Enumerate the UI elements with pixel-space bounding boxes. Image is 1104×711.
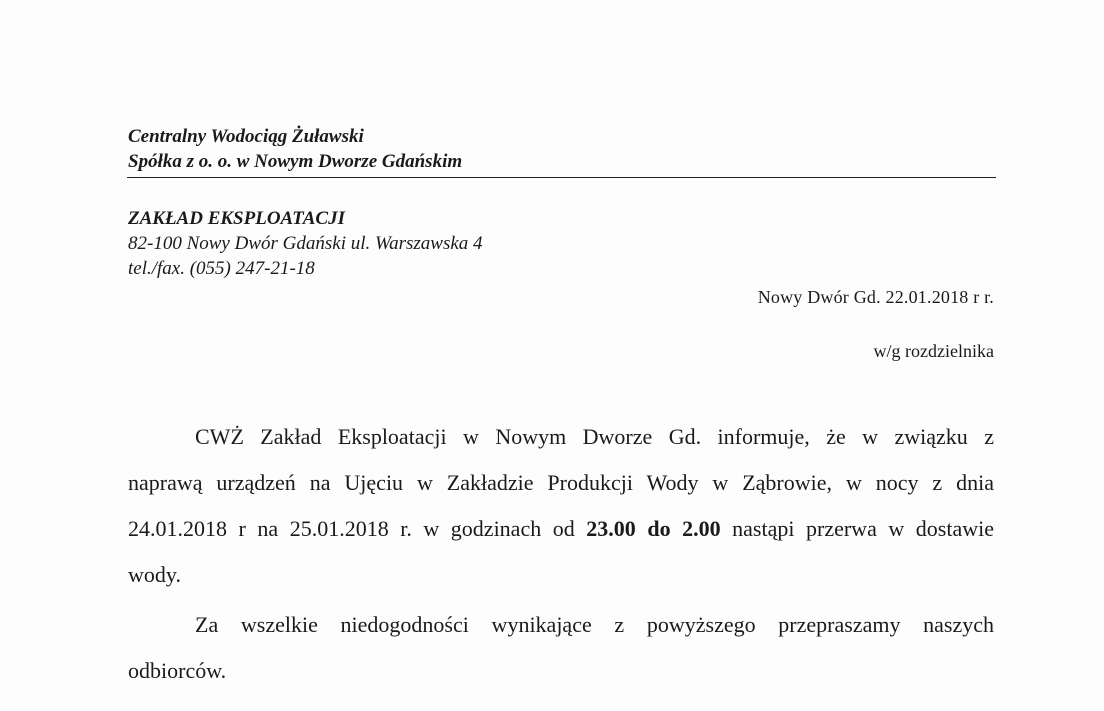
letter-body: [128, 414, 994, 694]
place-and-date: Nowy Dwór Gd. 22.01.2018 r r.: [757, 287, 994, 307]
outage-time-separator: do: [635, 516, 683, 541]
outage-start-time: 23.00: [586, 516, 636, 541]
outage-end-time: 2.00: [682, 516, 721, 541]
announcement-text-end: nastąpi przerwa w dostawie wody.: [128, 516, 994, 587]
company-header: [128, 124, 462, 174]
distribution-note: w/g rozdzielnika: [873, 341, 994, 361]
announcement-paragraph: [128, 414, 994, 598]
department-block: [128, 206, 483, 281]
apology-paragraph: Za wszelkie niedogodności wynikające z powyższego przepraszamy naszych odbiorców.: [128, 612, 994, 683]
header-divider: [127, 177, 996, 178]
company-legal-form: Spółka z o. o. w Nowym Dworze Gdańskim: [128, 151, 463, 172]
company-name: Centralny Wodociąg Żuławski: [128, 126, 364, 147]
department-phone: tel./fax. (055) 247-21-18: [128, 258, 315, 279]
department-address: 82-100 Nowy Dwór Gdański ul. Warszawska 4: [128, 233, 483, 254]
announcement-text-start: CWŻ Zakład Eksploatacji w Nowym Dworze Gd. informuje, że w związku z naprawą urządzeń na Ujęciu w Zakładzie Produkcji Wody w Ząbrowie, w nocy z dnia 24.01.2018 r na 25.01.2018 r. w godzinach od: [128, 424, 994, 541]
department-name: ZAKŁAD EKSPLOATACJI: [128, 208, 345, 229]
